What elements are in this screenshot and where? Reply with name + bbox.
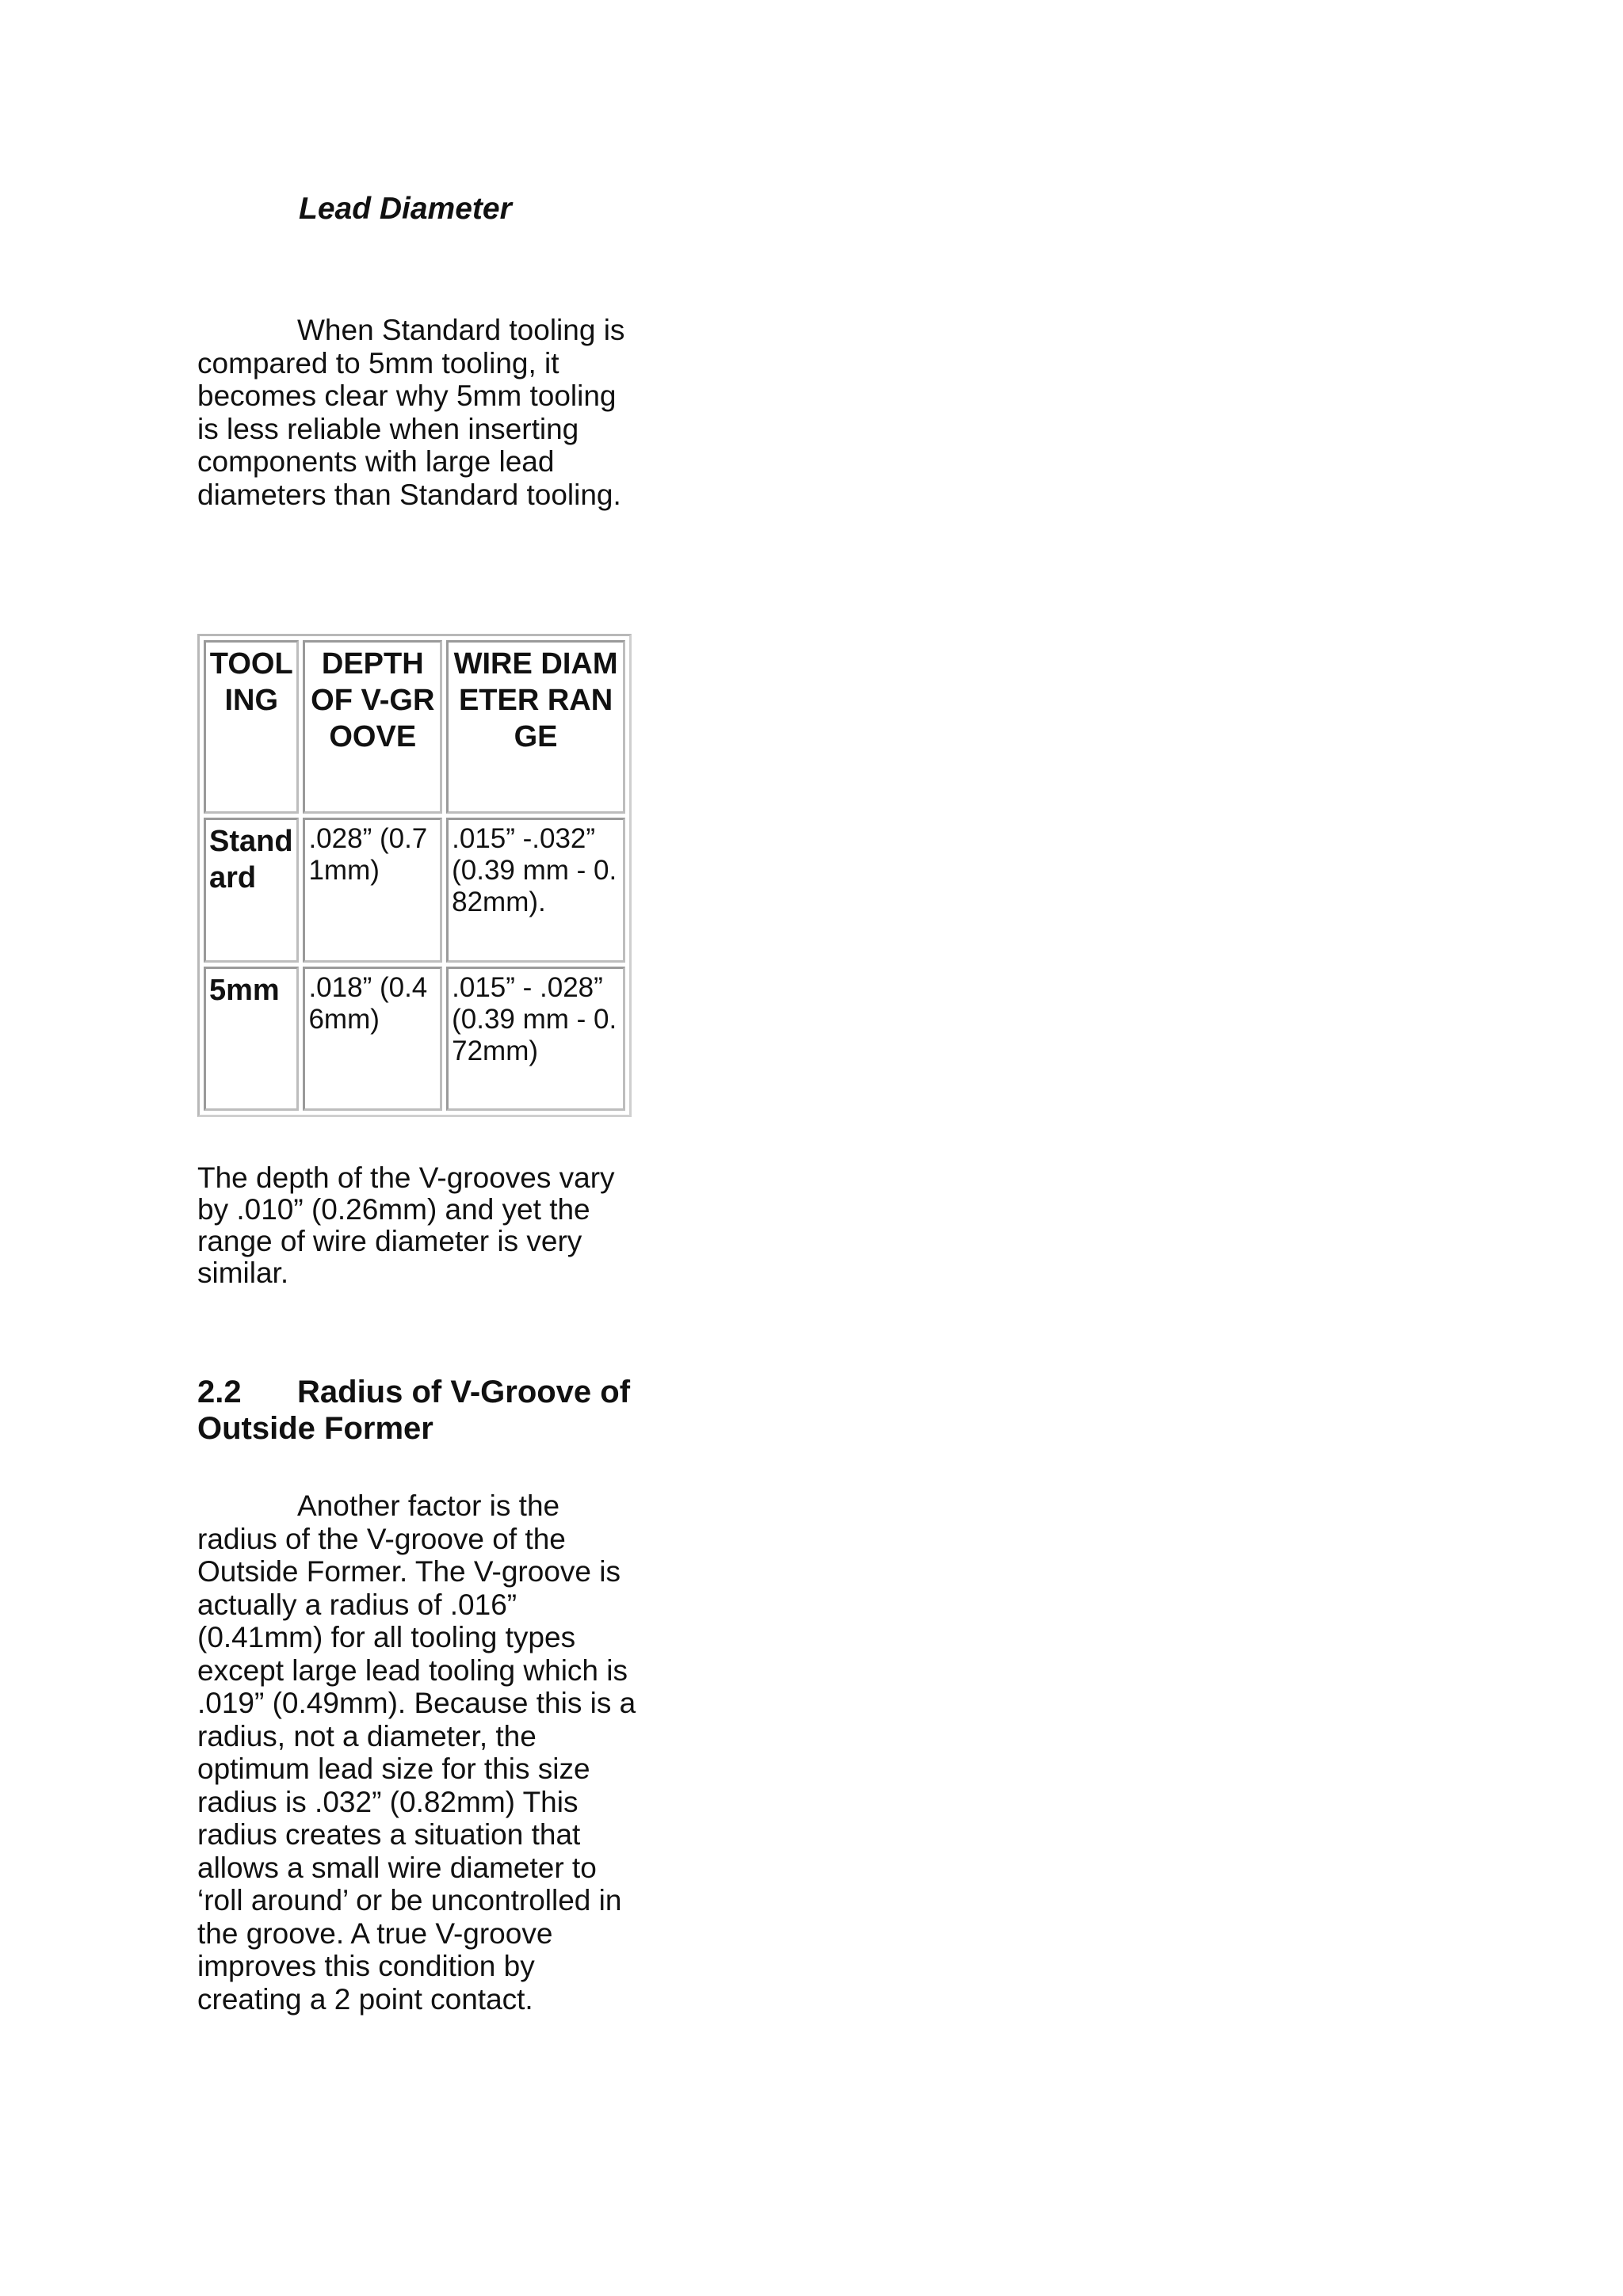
section-heading: [197, 1374, 673, 1447]
table-row: [204, 818, 625, 963]
cell-tooling: 5mm: [204, 967, 299, 1112]
cell-depth: .018” (0.46mm): [303, 967, 442, 1112]
cell-tooling: Standard: [204, 818, 299, 963]
section-title: Radius of V-Groove of Outside Former: [197, 1375, 631, 1446]
header-depth: DEPTH OF V-GROOVE: [303, 640, 442, 814]
after-table-paragraph: The depth of the V-grooves vary by .010” (0.26mm) and yet the range of wire diameter is very similar.: [197, 1161, 615, 1289]
tooling-table-frame: [197, 634, 632, 1117]
tooling-table: [200, 636, 629, 1115]
intro-paragraph: When Standard tooling is compared to 5mm tooling, it becomes clear why 5mm tooling is less reliable when inserting components with large lead diameters than Standard tooling.: [197, 314, 625, 511]
cell-range: .015” -.032” (0.39 mm - 0.82mm).: [446, 818, 625, 963]
header-tooling: TOOLING: [204, 640, 299, 814]
table-row: [204, 967, 625, 1112]
cell-range: .015” - .028” (0.39 mm - 0.72mm): [446, 967, 625, 1112]
section-heading-lead-diameter: Lead Diameter: [299, 192, 512, 226]
cell-depth: .028” (0.71mm): [303, 818, 442, 963]
header-wire-range: WIRE DIAMETER RANGE: [446, 640, 625, 814]
table-header-row: [204, 640, 625, 814]
section-number: 2.2: [197, 1375, 242, 1409]
section-paragraph: Another factor is the radius of the V-groove of the Outside Former. The V-groove is actually a radius of .016” (0.41mm) for all tooling types except large lead tooling which is .019” (0.49mm). Because this is a radius, not a diameter, the optimum lead size for this size radius is .032” (0.82mm) This radius creates a situation that allows a small wire diameter to ‘roll around’ or be uncontrolled in the groove. A true V-groove improves this condition by creating a 2 point contact.: [197, 1489, 636, 2016]
